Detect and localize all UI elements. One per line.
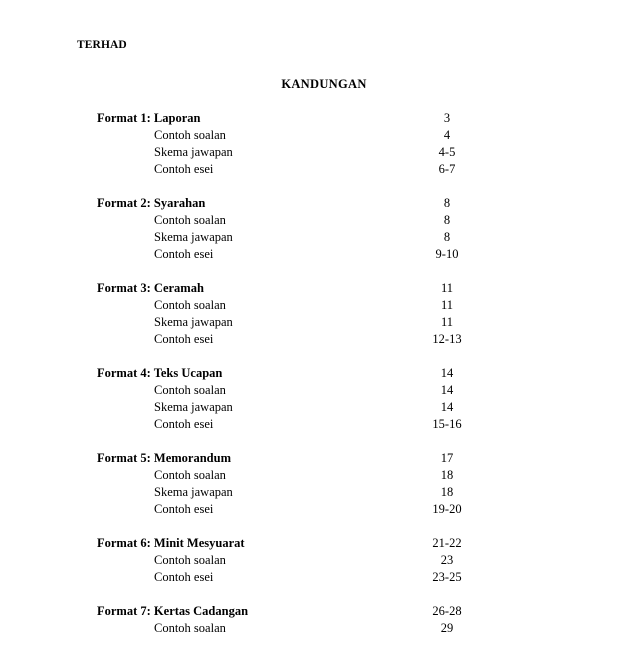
toc-item-page: 14: [440, 400, 454, 414]
toc-item-row: [0, 229, 638, 246]
toc-section: [0, 450, 638, 518]
toc-item-row: [0, 399, 638, 416]
toc-heading-page: 3: [443, 111, 451, 125]
toc-item-row: [0, 484, 638, 501]
toc-item-page: 6-7: [438, 162, 456, 176]
toc-item-page: 14: [440, 383, 454, 397]
toc-heading-row: [0, 365, 638, 382]
toc-item-page: 18: [440, 485, 454, 499]
toc-item-row: [0, 382, 638, 399]
toc-item-row: [0, 620, 638, 637]
toc-heading-page: 11: [440, 281, 454, 295]
toc-item-page: 29: [440, 621, 454, 635]
toc-item-row: [0, 144, 638, 161]
toc-section: [0, 280, 638, 348]
toc-item-row: [0, 467, 638, 484]
toc-item-label: Contoh esei: [154, 502, 214, 516]
toc-item-label: Contoh soalan: [154, 468, 226, 482]
toc-heading-label: Format 1: Laporan: [97, 111, 201, 125]
toc-item-page: 4-5: [438, 145, 456, 159]
toc-heading-label: Format 4: Teks Ucapan: [97, 366, 223, 380]
toc-item-label: Contoh soalan: [154, 298, 226, 312]
toc-item-page: 18: [440, 468, 454, 482]
toc-item-page: 19-20: [432, 502, 462, 516]
toc-item-label: Skema jawapan: [154, 485, 233, 499]
toc-item-row: [0, 501, 638, 518]
toc-heading-row: [0, 450, 638, 467]
toc-item-row: [0, 331, 638, 348]
toc-item-row: [0, 314, 638, 331]
toc-item-label: Contoh soalan: [154, 621, 226, 635]
page-title: KANDUNGAN: [281, 77, 367, 91]
toc-section: [0, 365, 638, 433]
toc-item-label: Skema jawapan: [154, 230, 233, 244]
toc-item-label: Skema jawapan: [154, 315, 233, 329]
toc-item-page: 9-10: [435, 247, 459, 261]
toc-heading-page: 21-22: [432, 536, 462, 550]
toc-item-page: 4: [443, 128, 451, 142]
toc-item-row: [0, 569, 638, 586]
toc-item-row: [0, 127, 638, 144]
toc-item-label: Contoh soalan: [154, 213, 226, 227]
toc-heading-row: [0, 110, 638, 127]
toc-section: [0, 195, 638, 263]
toc-item-row: [0, 552, 638, 569]
toc-item-page: 11: [440, 298, 454, 312]
toc-item-row: [0, 212, 638, 229]
toc-item-label: Contoh soalan: [154, 128, 226, 142]
toc-item-page: 8: [443, 213, 451, 227]
toc-item-page: 23: [440, 553, 454, 567]
toc-heading-row: [0, 280, 638, 297]
toc-heading-label: Format 7: Kertas Cadangan: [97, 604, 249, 618]
toc-heading-row: [0, 195, 638, 212]
toc-heading-page: 17: [440, 451, 454, 465]
toc-item-label: Contoh esei: [154, 417, 214, 431]
toc-item-page: 23-25: [432, 570, 462, 584]
toc-heading-row: [0, 535, 638, 552]
toc-item-label: Contoh soalan: [154, 383, 226, 397]
classification-label: TERHAD: [77, 39, 127, 51]
toc-section: [0, 535, 638, 586]
toc-section: [0, 603, 638, 637]
toc-item-label: Contoh soalan: [154, 553, 226, 567]
toc-heading-label: Format 5: Memorandum: [97, 451, 231, 465]
toc-item-label: Contoh esei: [154, 570, 214, 584]
toc-heading-page: 26-28: [432, 604, 462, 618]
toc-item-page: 8: [443, 230, 451, 244]
table-of-contents: [0, 110, 638, 654]
toc-item-label: Skema jawapan: [154, 145, 233, 159]
toc-item-page: 15-16: [432, 417, 462, 431]
toc-heading-row: [0, 603, 638, 620]
toc-item-label: Contoh esei: [154, 247, 214, 261]
toc-heading-page: 8: [443, 196, 451, 210]
toc-heading-label: Format 2: Syarahan: [97, 196, 206, 210]
toc-item-page: 12-13: [432, 332, 462, 346]
toc-item-row: [0, 416, 638, 433]
toc-heading-label: Format 6: Minit Mesyuarat: [97, 536, 245, 550]
toc-item-label: Contoh esei: [154, 332, 214, 346]
toc-item-label: Contoh esei: [154, 162, 214, 176]
toc-item-row: [0, 246, 638, 263]
toc-item-row: [0, 161, 638, 178]
toc-section: [0, 110, 638, 178]
toc-item-page: 11: [440, 315, 454, 329]
toc-item-label: Skema jawapan: [154, 400, 233, 414]
toc-item-row: [0, 297, 638, 314]
toc-heading-label: Format 3: Ceramah: [97, 281, 204, 295]
toc-heading-page: 14: [440, 366, 454, 380]
